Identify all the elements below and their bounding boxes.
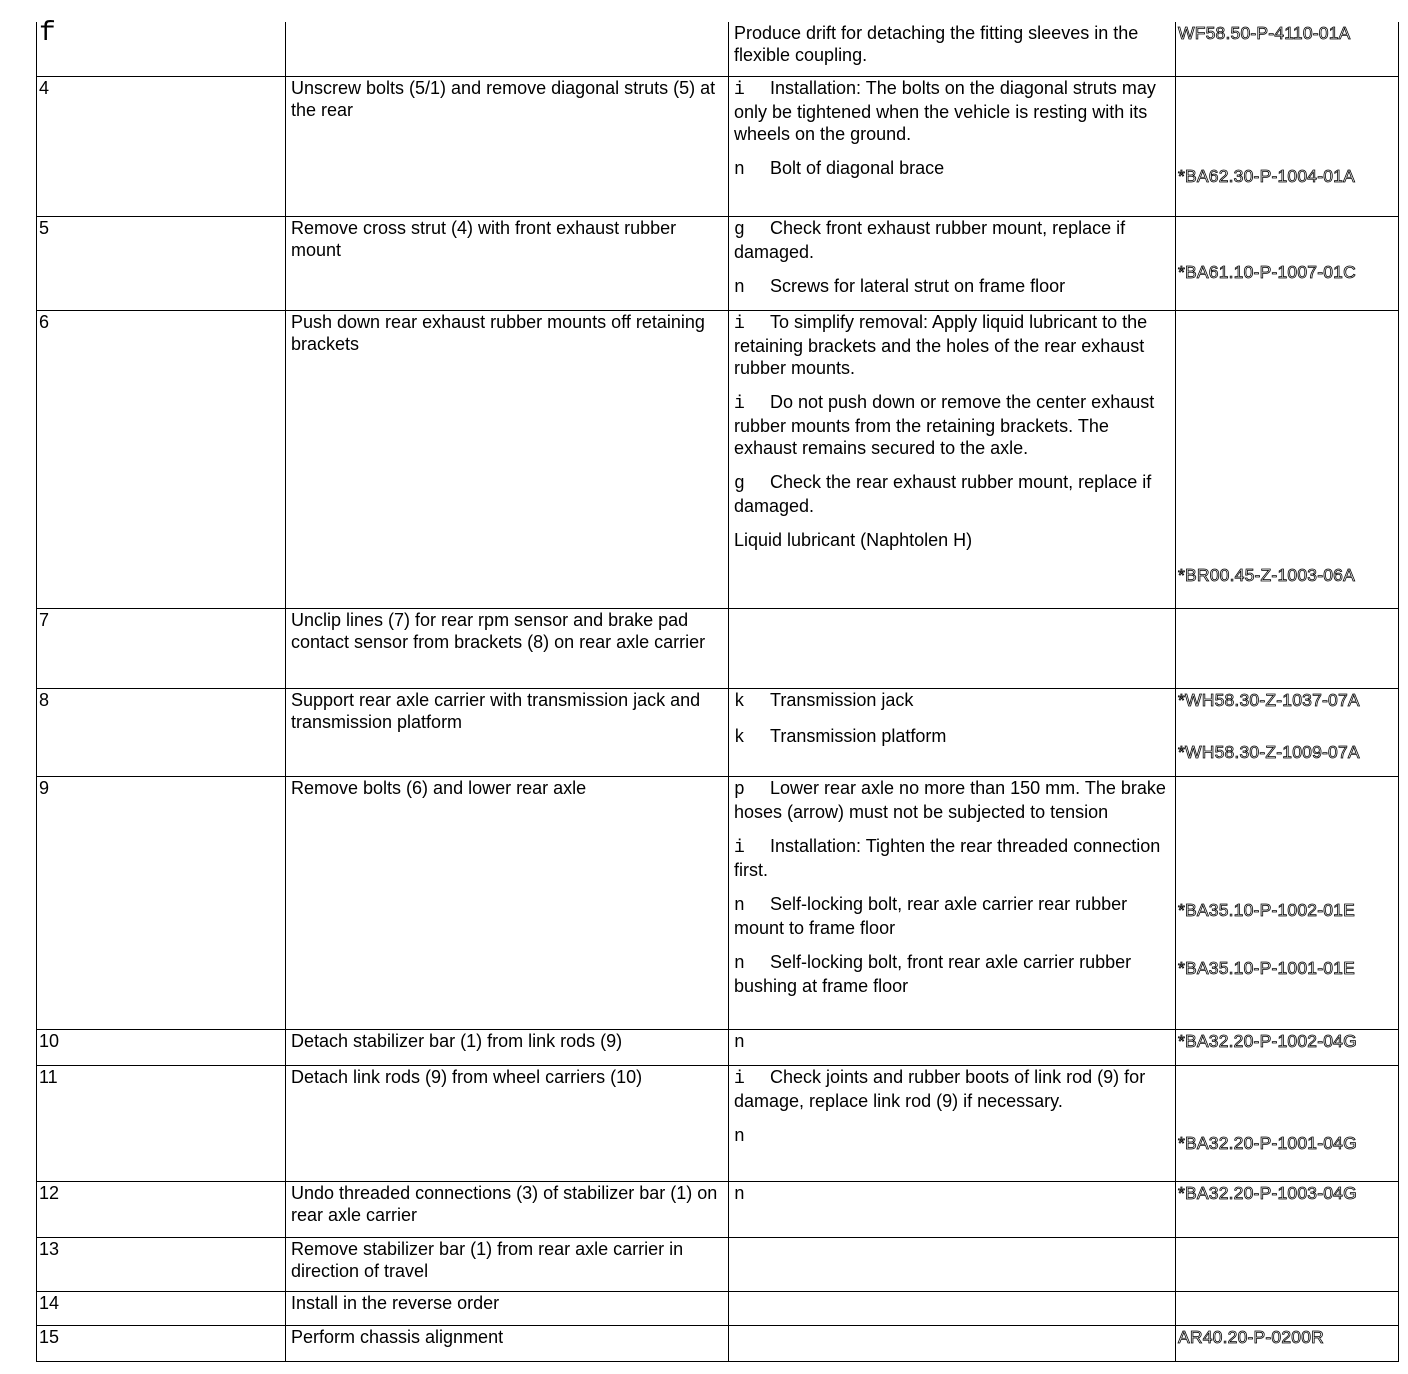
note-symbol-icon: k [734, 727, 745, 748]
note-symbol-icon: i [734, 313, 745, 334]
note-item [734, 689, 1170, 713]
note-text: Check front exhaust rubber mount, replace if damaged. [734, 217, 1126, 262]
reference-link[interactable]: WF58.50-P-4110-01A [1178, 23, 1351, 43]
note-symbol-icon: i [734, 1068, 745, 1089]
step-references [1176, 1291, 1399, 1325]
table-row [37, 1291, 1399, 1325]
note-text: Check joints and rubber boots of link rod (9) for damage, replace link rod (9) if necessary. [734, 1066, 1146, 1111]
reference-link[interactable]: *BA35.10-P-1002-01E [1178, 899, 1355, 920]
step-references [1176, 310, 1399, 608]
step-references [1176, 216, 1399, 310]
step-notes [729, 216, 1176, 310]
note-symbol-icon: n [734, 277, 745, 298]
step-number: 13 [37, 1237, 286, 1291]
reference-link[interactable]: *BR00.45-Z-1003-06A [1178, 564, 1355, 585]
note-item [734, 77, 1170, 145]
table-row [37, 216, 1399, 310]
note-text: Installation: Tighten the rear threaded connection first. [734, 835, 1161, 880]
note-symbol-icon: n [734, 1032, 745, 1053]
step-references [1176, 608, 1399, 688]
step-instruction: Remove cross strut (4) with front exhaust rubber mount [286, 216, 729, 310]
note-symbol-icon: n [734, 953, 745, 974]
note-item [734, 893, 1170, 939]
step-number: f [37, 22, 286, 76]
step-references [1176, 1237, 1399, 1291]
step-notes [729, 1325, 1176, 1361]
note-symbol-icon: g [734, 473, 745, 494]
table-row [37, 1065, 1399, 1181]
reference-link[interactable]: *BA32.20-P-1001-04G [1178, 1132, 1357, 1153]
reference-link[interactable]: *BA35.10-P-1001-01E [1178, 957, 1355, 978]
step-notes [729, 1065, 1176, 1181]
note-symbol-icon: k [734, 691, 745, 712]
step-references [1176, 1181, 1399, 1237]
note-item [734, 391, 1170, 459]
step-instruction: Push down rear exhaust rubber mounts off retaining brackets [286, 310, 729, 608]
step-number: 11 [37, 1065, 286, 1181]
reference-link[interactable]: *BA61.10-P-1007-01C [1178, 261, 1356, 282]
step-instruction: Install in the reverse order [286, 1291, 729, 1325]
reference-link[interactable]: AR40.20-P-0200R [1178, 1326, 1324, 1347]
table-row [37, 608, 1399, 688]
step-number: 14 [37, 1291, 286, 1325]
step-notes [729, 76, 1176, 216]
step-number: 7 [37, 608, 286, 688]
note-item [734, 311, 1170, 379]
table-row [37, 76, 1399, 216]
step-number: 12 [37, 1181, 286, 1237]
step-instruction: Perform chassis alignment [286, 1325, 729, 1361]
step-number: 8 [37, 688, 286, 776]
step-instruction: Remove bolts (6) and lower rear axle [286, 776, 729, 1029]
procedure-table-body [37, 18, 1399, 1361]
step-references [1176, 1065, 1399, 1181]
step-instruction: Detach link rods (9) from wheel carriers (10) [286, 1065, 729, 1181]
note-item [734, 725, 1170, 749]
step-references [1176, 776, 1399, 1029]
note-text: Do not push down or remove the center exhaust rubber mounts from the retaining brackets. The exhaust remains secured to the axle. [734, 391, 1155, 458]
step-instruction: Unclip lines (7) for rear rpm sensor and brake pad contact sensor from brackets (8) on rear axle carrier [286, 608, 729, 688]
note-symbol-icon: p [734, 779, 745, 800]
note-symbol-icon: n [734, 1126, 745, 1147]
step-notes [729, 1291, 1176, 1325]
step-notes [729, 1237, 1176, 1291]
note-symbol-icon: n [734, 159, 745, 180]
note-item [734, 1124, 1170, 1148]
step-number: 4 [37, 76, 286, 216]
note-text: Produce drift for detaching the fitting sleeves in the flexible coupling. [734, 23, 1139, 65]
reference-link[interactable]: *WH58.30-Z-1009-07A [1178, 741, 1360, 762]
note-text: Installation: The bolts on the diagonal struts may only be tightened when the vehicle is resting with its wheels on the ground. [734, 77, 1156, 144]
step-number: 5 [37, 216, 286, 310]
note-text: To simplify removal: Apply liquid lubricant to the retaining brackets and the holes of the rear exhaust rubber mounts. [734, 311, 1148, 378]
note-item [734, 951, 1170, 997]
step-references [1176, 1325, 1399, 1361]
note-item [734, 1182, 1170, 1206]
table-row [37, 1325, 1399, 1361]
step-instruction: Unscrew bolts (5/1) and remove diagonal struts (5) at the rear [286, 76, 729, 216]
note-text: Screws for lateral strut on frame floor [770, 275, 1066, 296]
step-number: 6 [37, 310, 286, 608]
step-references [1176, 22, 1399, 76]
note-item [734, 22, 1170, 66]
step-number: 9 [37, 776, 286, 1029]
note-text: Lower rear axle no more than 150 mm. The brake hoses (arrow) must not be subjected to tension [734, 777, 1166, 822]
note-text: Bolt of diagonal brace [770, 157, 945, 178]
note-symbol-icon: g [734, 219, 745, 240]
reference-link[interactable]: *BA32.20-P-1002-04G [1178, 1030, 1357, 1051]
step-notes [729, 688, 1176, 776]
note-symbol-icon: i [734, 837, 745, 858]
table-row [37, 310, 1399, 608]
reference-link[interactable]: *BA62.30-P-1004-01A [1178, 165, 1355, 186]
note-item [734, 157, 1170, 181]
note-item [734, 217, 1170, 263]
table-row [37, 688, 1399, 776]
step-notes [729, 310, 1176, 608]
step-references [1176, 688, 1399, 776]
table-row [37, 1181, 1399, 1237]
note-text: Liquid lubricant (Naphtolen H) [734, 529, 973, 550]
step-references [1176, 76, 1399, 216]
step-notes [729, 22, 1176, 76]
note-symbol-icon: n [734, 1184, 745, 1205]
note-item [734, 275, 1170, 299]
note-item [734, 1066, 1170, 1112]
note-symbol-icon: i [734, 79, 745, 100]
step-notes [729, 1029, 1176, 1065]
note-text: Transmission jack [770, 689, 914, 710]
table-row [37, 776, 1399, 1029]
note-item [734, 529, 1170, 551]
note-item [734, 471, 1170, 517]
step-number: 10 [37, 1029, 286, 1065]
note-item [734, 777, 1170, 823]
note-text: Self-locking bolt, rear axle carrier rear rubber mount to frame floor [734, 893, 1128, 938]
table-row [37, 1237, 1399, 1291]
reference-link[interactable]: *WH58.30-Z-1037-07A [1178, 689, 1360, 710]
step-number: 15 [37, 1325, 286, 1361]
step-instruction: Detach stabilizer bar (1) from link rods (9) [286, 1029, 729, 1065]
note-symbol-icon: n [734, 895, 745, 916]
note-text: Check the rear exhaust rubber mount, replace if damaged. [734, 471, 1152, 516]
note-item [734, 1030, 1170, 1054]
step-references [1176, 1029, 1399, 1065]
step-notes [729, 776, 1176, 1029]
note-text: Transmission platform [770, 725, 947, 746]
procedure-page [36, 18, 1399, 1362]
step-instruction: Undo threaded connections (3) of stabilizer bar (1) on rear axle carrier [286, 1181, 729, 1237]
note-text: Self-locking bolt, front rear axle carrier rubber bushing at frame floor [734, 951, 1132, 996]
step-instruction: Support rear axle carrier with transmission jack and transmission platform [286, 688, 729, 776]
procedure-table [36, 18, 1399, 1362]
step-instruction: Remove stabilizer bar (1) from rear axle carrier in direction of travel [286, 1237, 729, 1291]
note-item [734, 835, 1170, 881]
step-notes [729, 608, 1176, 688]
step-notes [729, 1181, 1176, 1237]
note-symbol-icon: i [734, 393, 745, 414]
step-instruction [286, 22, 729, 76]
reference-link[interactable]: *BA32.20-P-1003-04G [1178, 1182, 1357, 1203]
table-row [37, 22, 1399, 76]
table-row [37, 1029, 1399, 1065]
